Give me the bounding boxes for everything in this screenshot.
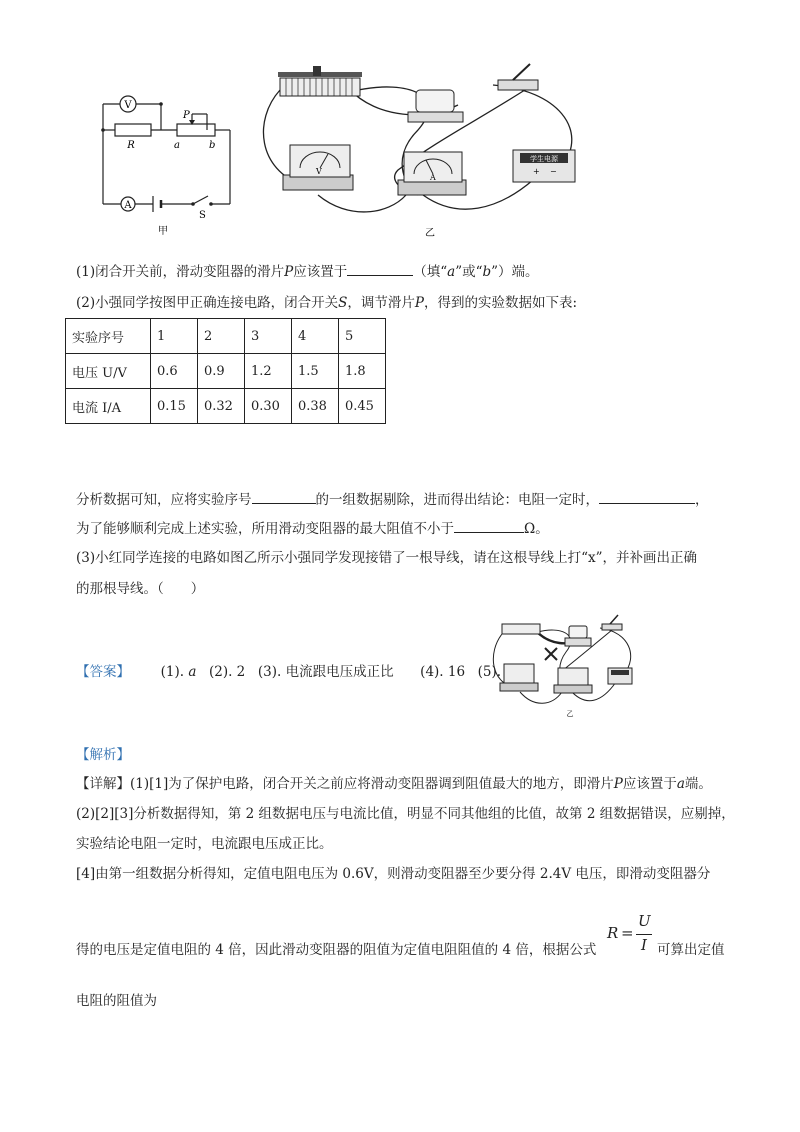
table-row [66, 389, 386, 424]
question-2: (2)小强同学按图甲正确连接电路，闭合开关S，调节滑片P，得到的实验数据如下表: [76, 295, 578, 311]
answer-figure-caption: 乙 [566, 710, 574, 718]
formula-num: U [638, 912, 651, 930]
resistor-label: R [127, 140, 135, 151]
end-b-label: b [209, 140, 216, 151]
table-cell: 5 [339, 319, 386, 354]
explanation-tag: 【解析】 [76, 747, 130, 763]
table-cell: 实验序号 [66, 319, 151, 354]
question-1: (1)闭合开关前，滑动变阻器的滑片P应该置于 （填“a”或“b”）端。 [76, 260, 539, 280]
wiring-illustration-yi [258, 60, 588, 240]
table-cell: 1 [151, 319, 198, 354]
table-cell: 1.8 [339, 354, 386, 389]
switch-label: S [199, 210, 206, 221]
table-cell: 0.32 [198, 389, 245, 424]
question-3-line-2: 的那根导线。（ ） [76, 581, 205, 597]
answer-blank-1[interactable] [347, 261, 413, 276]
question-3-line-1: (3)小红同学连接的电路如图乙所示小强同学发现接错了一根导线，请在这根导线上打“x”，并补画出正确 [76, 550, 698, 566]
table-cell: 0.9 [198, 354, 245, 389]
table-cell: 电流 I/A [66, 389, 151, 424]
figure-caption-yi: 乙 [425, 228, 435, 239]
figure-caption-jia: 甲 [158, 226, 168, 237]
table-cell: 0.38 [292, 389, 339, 424]
analysis-line-1: 分析数据可知，应将实验序号 的一组数据剔除，进而得出结论：电阻一定时， ， [76, 488, 709, 508]
meter-a-label: A [430, 173, 436, 182]
table-cell: 0.30 [245, 389, 292, 424]
slider-label: P [183, 110, 190, 121]
table-cell: 2 [198, 319, 245, 354]
explanation-p3: [4]由第一组数据分析得知，定值电阻电压为 0.6V，则滑动变阻器至少要分得 2.4V 电压，即滑动变阻器分 [76, 866, 711, 882]
ammeter-label: A [124, 200, 132, 211]
meter-v-label: V [316, 167, 322, 176]
answer-blank-3[interactable] [599, 489, 695, 504]
answer-tag: 【答案】 [76, 664, 130, 680]
answer-line: 【答案】 (1). a (2). 2 (3). 电流跟电压成正比 (4). 16 (5). [76, 664, 502, 680]
end-a-label: a [174, 140, 180, 151]
answer-blank-2[interactable] [252, 489, 316, 504]
table-cell: 电压 U/V [66, 354, 151, 389]
power-plus: + [533, 167, 540, 176]
power-supply-label: 学生电源 [530, 155, 558, 163]
table-cell: 0.6 [151, 354, 198, 389]
answer-blank-4[interactable] [454, 518, 524, 533]
table-row [66, 354, 386, 389]
explanation-p1: 【详解】(1)[1]为了保护电路，闭合开关之前应将滑动变阻器调到阻值最大的地方，即滑片P应该置于a端。 [76, 776, 712, 792]
power-minus: − [550, 167, 557, 176]
formula-eq: = [621, 924, 634, 942]
table-cell: 0.15 [151, 389, 198, 424]
table-cell: 4 [292, 319, 339, 354]
data-table [65, 318, 386, 424]
explanation-p5: 电阻的阻值为 [76, 993, 157, 1009]
table-cell: 3 [245, 319, 292, 354]
formula [607, 912, 657, 956]
fraction-bar [636, 934, 652, 935]
explanation-p4: 得的电压是定值电阻的 4 倍，因此滑动变阻器的阻值为定值电阻阻值的 4 倍，根据公式 [76, 942, 597, 958]
explanation-p4-end: 可算出定值 [657, 942, 725, 958]
table-cell: 1.2 [245, 354, 292, 389]
formula-lhs: R [607, 924, 619, 942]
explanation-p2-line-1: (2)[2][3]分析数据得知，第 2 组数据电压与电流比值，明显不同其他组的比值，故第 2 组数据错误，应剔掉， [76, 806, 735, 822]
analysis-line-2: 为了能够顺利完成上述实验，所用滑动变阻器的最大阻值不小于 Ω。 [76, 517, 549, 537]
table-cell: 0.45 [339, 389, 386, 424]
table-cell: 1.5 [292, 354, 339, 389]
answer-wiring-figure [490, 612, 635, 720]
table-row [66, 319, 386, 354]
circuit-diagram-jia [95, 92, 240, 237]
formula-den: I [641, 936, 647, 954]
explanation-p2-line-2: 实验结论电阻一定时，电流跟电压成正比。 [76, 836, 333, 852]
voltmeter-label: V [124, 100, 132, 111]
